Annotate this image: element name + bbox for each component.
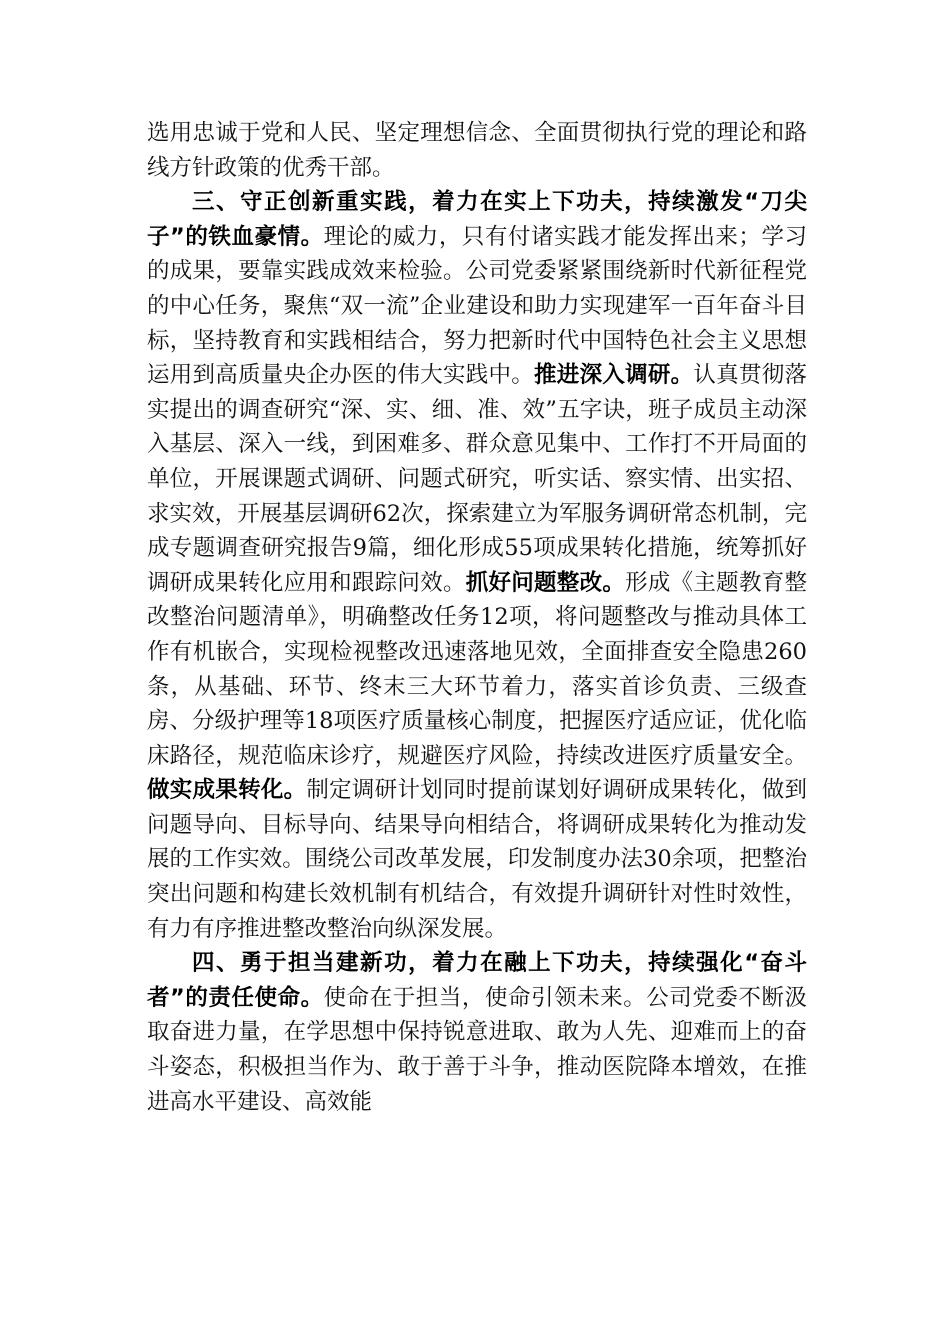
bold-lead-in: 抓好问题整改。 (465, 569, 626, 596)
body-text: 使命在于担当，使命引领未来。公司党委不断汲取奋进力量，在学思想中保持锐意进取、敢为人先、迎难而上的奋斗姿态，积极担当作为、敢于善于斗争，推动医院降本增效，在推进高水平建设、高效能 (147, 984, 807, 1115)
paragraph-section-four (147, 946, 807, 1119)
body-text: 形成《主题教育整改整治问题清单》，明确整改任务12项，将问题整改与推动具体工作有机嵌合，实现检视整改迅速落地见效，全面排查安全隐患260条，从基础、环节、终末三大环节着力，落实首诊负责、三级查房、分级护理等18项医疗质量核心制度，把握医疗适应证，优化临床路径，规范临床诊疗，规避医疗风险，持续改进医疗质量安全。 (147, 569, 807, 769)
body-text: 制定调研计划同时提前谋划好调研成果转化，做到问题导向、目标导向、结果导向相结合，将调研成果转化为推动发展的工作实效。围绕公司改革发展，印发制度办法30余项，把整治突出问题和构建长效机制有机结合，有效提升调研针对性时效性，有力有序推进整改整治向纵深发展。 (147, 777, 807, 942)
section-heading: 三、守正创新重实践，着力在实上下功夫，持续激发“刀尖子”的铁血豪情。 (147, 189, 807, 250)
document-body (147, 116, 807, 1119)
body-text: 理论的威力，只有付诸实践才能发挥出来；学习的成果，要靠实践成效来检验。公司党委紧紧围绕新时代新征程党的中心任务，聚焦“双一流”企业建设和助力实现建军一百年奋斗目标，坚持教育和实践相结合，努力把新时代中国特色社会主义思想运用到高质量央企办医的伟大实践中。 (147, 223, 807, 389)
bold-lead-in: 推进深入调研。 (534, 362, 694, 389)
bold-lead-in: 做实成果转化。 (147, 777, 307, 804)
body-text: 选用忠诚于党和人民、坚定理想信念、全面贯彻执行党的理论和路线方针政策的优秀干部。 (147, 120, 807, 181)
paragraph-section-three (147, 185, 807, 946)
paragraph-continuation (147, 116, 807, 185)
section-heading: 四、勇于担当建新功，着力在融上下功夫，持续强化“奋斗者”的责任使命。 (147, 950, 807, 1011)
body-text: 认真贯彻落实提出的调查研究“深、实、细、准、效”五字诀，班子成员主动深入基层、深入一线，到困难多、群众意见集中、工作打不开局面的单位，开展课题式调研、问题式研究，听实话、察实情、出实招、求实效，开展基层调研62次，探索建立为军服务调研常态机制，完成专题调查研究报告9篇，细化形成55项成果转化措施，统筹抓好调研成果转化应用和跟踪问效。 (147, 362, 807, 596)
